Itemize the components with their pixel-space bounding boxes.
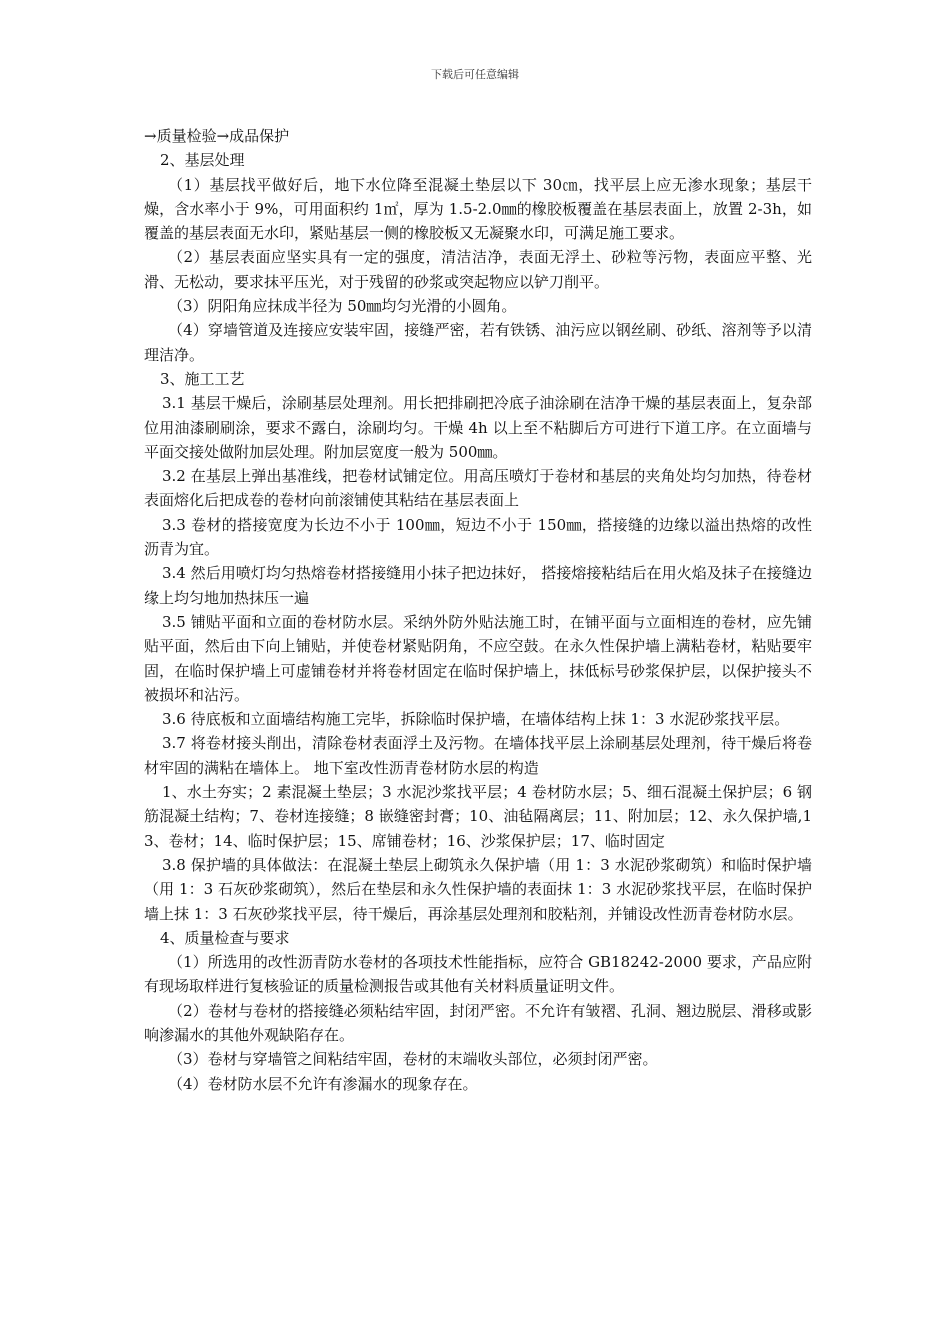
paragraph-step-3-7: 3.7 将卷材接头削出，清除卷材表面浮土及污物。在墙体找平层上涂刷基层处理剂，待干燥后将卷材牢固的满粘在墙体上。 地下室改性沥青卷材防水层的构造 — [144, 734, 812, 777]
paragraph-quality-3: （3）卷材与穿墙管之间粘结牢固，卷材的末端收头部位，必须封闭严密。 — [168, 1050, 658, 1069]
paragraph-step-3-8: 3.8 保护墙的具体做法：在混凝土垫层上砌筑永久保护墙（用 1：3 水泥砂浆砌筑）和临时保护墙（用 1：3 石灰砂浆砌筑），然后在垫层和永久性保护墙的表面抹 1：3 水泥砂浆找平层，在临时保护墙上抹 1：3 石灰砂浆找平层，待干燥后，再涂基层处理剂和胶粘剂，并铺设改性沥青卷材防水层。 — [144, 855, 812, 923]
paragraph-step-3-2: 3.2 在基层上弹出基准线，把卷材试铺定位。用高压喷灯于卷材和基层的夹角处均匀加热，待卷材表面熔化后把成卷的卷材向前滚铺使其粘结在基层表面上 — [144, 467, 812, 510]
paragraph-step-3-1: 3.1 基层干燥后，涂刷基层处理剂。用长把排刷把冷底子油涂刷在洁净干燥的基层表面上，复杂部位用油漆刷刷涂，要求不露白，涂刷均匀。干燥 4h 以上至不粘脚后方可进行下道工序。在立面墙与平面交接处做附加层处理。附加层宽度一般为 500㎜。 — [144, 394, 812, 461]
paragraph-process-flow: →质量检验→成品保护 — [144, 127, 290, 145]
paragraph-step-3-4: 3.4 然后用喷灯均匀热熔卷材搭接缝用小抹子把边抹好， 搭接熔接粘结后在用火焰及抹子在接缝边缘上均匀地加热抹压一遍 — [144, 564, 812, 607]
paragraph-quality-4: （4）卷材防水层不允许有渗漏水的现象存在。 — [168, 1074, 478, 1093]
paragraph-quality-1: （1）所选用的改性沥青防水卷材的各项技术性能指标，应符合 GB18242-2000 要求，产品应附有现场取样进行复核验证的质量检测报告或其他有关材料质量证明文件。 — [144, 953, 812, 996]
paragraph-step-3-6: 3.6 待底板和立面墙结构施工完毕，拆除临时保护墙，在墙体结构上抹 1：3 水泥砂浆找平层。 — [162, 710, 790, 729]
heading-base-treatment: 2、基层处理 — [160, 151, 245, 170]
document-body — [144, 124, 812, 1096]
paragraph-base-4: （4）穿墙管道及连接应安装牢固，接缝严密，若有铁锈、油污应以钢丝刷、砂纸、溶剂等予以清理洁净。 — [144, 321, 812, 364]
paragraph-base-3: （3）阴阳角应抹成半径为 50㎜均匀光滑的小圆角。 — [168, 297, 517, 316]
paragraph-base-1: （1）基层找平做好后，地下水位降至混凝土垫层以下 30㎝，找平层上应无渗水现象；基层干燥，含水率小于 9%，可用面积约 1㎡，厚为 1.5-2.0㎜的橡胶板覆盖在基层表面上，放置 2-3h，如覆盖的基层表面无水印，紧贴基层一侧的橡胶板又无凝聚水印，可满足施工要求。 — [144, 175, 812, 243]
heading-construction-process: 3、施工工艺 — [160, 369, 245, 388]
paragraph-quality-2: （2）卷材与卷材的搭接缝必须粘结牢固，封闭严密。不允许有皱褶、孔洞、翘边脱层、滑移或影响渗漏水的其他外观缺陷存在。 — [144, 1001, 812, 1044]
page-header: 下载后可任意编辑 — [431, 68, 519, 81]
paragraph-layer-list: 1、水土夯实；2 素混凝土垫层；3 水泥沙浆找平层；4 卷材防水层；5、细石混凝土保护层；6 钢筋混凝土结构；7、卷材连接缝；8 嵌缝密封膏；10、油毡隔离层；11、附加层；12、永久保护墙,13、卷材；14、临时保护层；15、席铺卷材；16、沙浆保护层；17、临时固定 — [144, 783, 812, 850]
paragraph-step-3-3: 3.3 卷材的搭接宽度为长边不小于 100㎜，短边不小于 150㎜，搭接缝的边缘以溢出热熔的改性沥青为宜。 — [144, 515, 812, 559]
heading-quality-check: 4、质量检查与要求 — [160, 928, 290, 947]
paragraph-step-3-5: 3.5 铺贴平面和立面的卷材防水层。采纳外防外贴法施工时，在铺平面与立面相连的卷材，应先铺贴平面，然后由下向上铺贴，并使卷材紧贴阴角，不应空鼓。在永久性保护墙上满粘卷材，粘贴要牢固，在临时保护墙上可虚铺卷材并将卷材固定在临时保护墙上，抹低标号砂浆保护层，以保护接头不被损坏和沾污。 — [144, 612, 812, 704]
paragraph-base-2: （2）基层表面应坚实具有一定的强度，清洁洁净，表面无浮土、砂粒等污物，表面应平整、光滑、无松动，要求抹平压光，对于残留的砂浆或突起物应以铲刀削平。 — [144, 248, 812, 291]
